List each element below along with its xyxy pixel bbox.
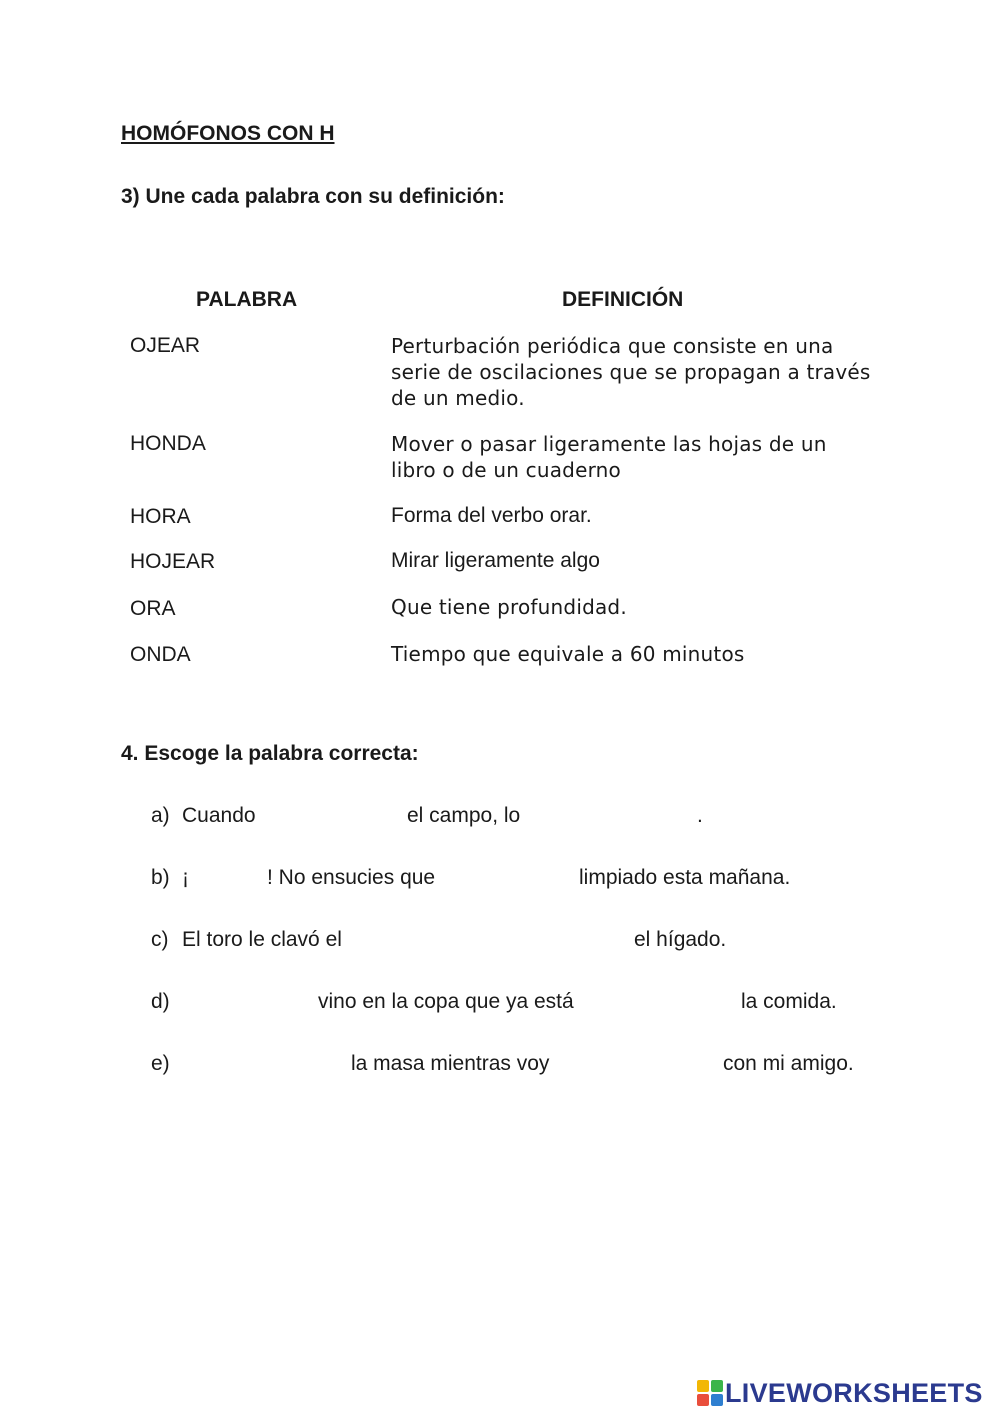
sentence-b-text-3: limpiado esta mañana. (579, 866, 791, 889)
definition-3[interactable]: Forma del verbo orar. (391, 504, 592, 527)
column-header-definition: DEFINICIÓN (562, 288, 684, 311)
definition-6[interactable]: Tiempo que equivale a 60 minutos (391, 642, 745, 666)
definition-1[interactable]: Perturbación periódica que consiste en una serie de oscilaciones que se propagan a través de un medio. (391, 334, 871, 410)
word-hojear[interactable]: HOJEAR (130, 550, 216, 573)
sentence-b-label: b) (151, 866, 170, 889)
sentence-a-label: a) (151, 804, 170, 827)
word-hora[interactable]: HORA (130, 505, 191, 528)
sentence-e-text-1: la masa mientras voy (351, 1052, 550, 1075)
word-ojear[interactable]: OJEAR (130, 334, 201, 357)
logo-square-2 (711, 1380, 723, 1392)
exercise-3-prompt: 3) Une cada palabra con su definición: (121, 185, 505, 208)
definition-5[interactable]: Que tiene profundidad. (391, 595, 627, 619)
word-ora[interactable]: ORA (130, 597, 176, 620)
logo-square-4 (711, 1394, 723, 1406)
page-title: HOMÓFONOS CON H (121, 122, 335, 145)
sentence-b-text-2: ! No ensucies que (267, 866, 436, 889)
definition-2[interactable]: Mover o pasar ligeramente las hojas de un libro o de un cuaderno (391, 432, 827, 482)
sentence-e-label: e) (151, 1052, 170, 1075)
word-honda[interactable]: HONDA (130, 432, 206, 455)
word-onda[interactable]: ONDA (130, 643, 191, 666)
logo-square-3 (697, 1394, 709, 1406)
sentence-c-text-1: El toro le clavó el (182, 928, 342, 951)
sentence-e-text-2: con mi amigo. (723, 1052, 854, 1075)
sentence-c-label: c) (151, 928, 169, 951)
logo-grid-icon (697, 1380, 723, 1406)
sentence-d-label: d) (151, 990, 170, 1013)
sentence-a-text-1: Cuando (182, 804, 256, 827)
column-header-word: PALABRA (196, 288, 298, 311)
definition-4[interactable]: Mirar ligeramente algo (391, 549, 600, 572)
logo-text: LIVEWORKSHEETS (725, 1377, 983, 1408)
sentence-a-text-2: el campo, lo (407, 804, 521, 827)
exercise-4-prompt: 4. Escoge la palabra correcta: (121, 742, 419, 765)
sentence-d-text-1: vino en la copa que ya está (318, 990, 574, 1013)
sentence-a-text-3: . (697, 804, 703, 827)
sentence-d-text-2: la comida. (741, 990, 837, 1013)
sentence-b-text-1: ¡ (182, 866, 189, 889)
logo-square-1 (697, 1380, 709, 1392)
sentence-c-text-2: el hígado. (634, 928, 727, 951)
liveworksheets-logo (697, 1378, 983, 1408)
